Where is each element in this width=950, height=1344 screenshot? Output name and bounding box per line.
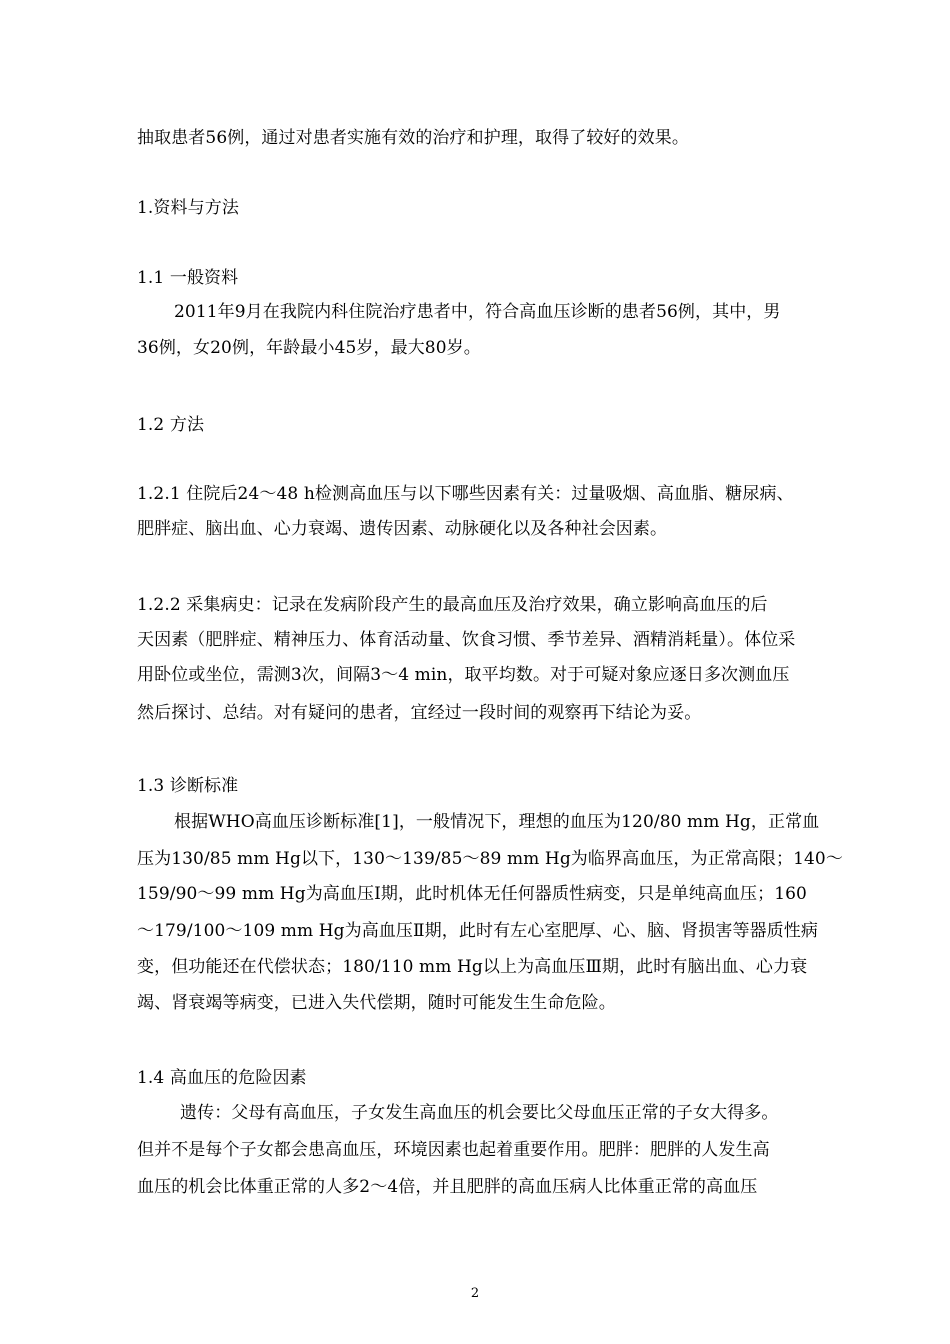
section-1-3-heading: 1.3 诊断标准 (137, 776, 239, 796)
section-1-4-heading: 1.4 高血压的危险因素 (137, 1068, 307, 1088)
section-1-2-2-line-1: 1.2.2 采集病史：记录在发病阶段产生的最高血压及治疗效果，确立影响高血压的后 (137, 595, 768, 615)
section-1-4-line-1: 遗传：父母有高血压，子女发生高血压的机会要比父母血压正常的子女大得多。 (180, 1103, 779, 1123)
section-1-1-paragraph-line-1: 2011年9月在我院内科住院治疗患者中，符合高血压诊断的患者56例，其中，男 (174, 302, 781, 322)
section-1-1-paragraph-line-2: 36例，女20例，年龄最小45岁，最大80岁。 (137, 338, 481, 358)
section-1-3-line-5: 变，但功能还在代偿状态；180/110 mm Hg以上为高血压Ⅲ期，此时有脑出血、心力衰 (137, 957, 808, 977)
section-1-3-line-4: ～179/100～109 mm Hg为高血压Ⅱ期，此时有左心室肥厚、心、脑、肾损害等器质性病 (137, 921, 818, 941)
section-1-3-line-2: 压为130/85 mm Hg以下，130～139/85～89 mm Hg为临界高血压，为正常高限；140～ (137, 849, 843, 869)
page-number: 2 (470, 1286, 480, 1301)
section-1-2-2-line-2: 天因素（肥胖症、精神压力、体育活动量、饮食习惯、季节差异、酒精消耗量）。体位采 (137, 630, 796, 650)
section-1-4-line-2: 但并不是每个子女都会患高血压，环境因素也起着重要作用。肥胖：肥胖的人发生高 (137, 1140, 770, 1160)
section-1-1-heading: 1.1 一般资料 (137, 268, 239, 288)
section-1-3-line-1: 根据WHO高血压诊断标准[1]，一般情况下，理想的血压为120/80 mm Hg，正常血 (174, 812, 820, 832)
section-1-2-1-line-2: 肥胖症、脑出血、心力衰竭、遗传因素、动脉硬化以及各种社会因素。 (137, 519, 668, 539)
section-1-2-2-line-4: 然后探讨、总结。对有疑问的患者，宜经过一段时间的观察再下结论为妥。 (137, 703, 702, 723)
section-1-2-1-line-1: 1.2.1 住院后24～48 h检测高血压与以下哪些因素有关：过量吸烟、高血脂、糖尿病、 (137, 484, 794, 504)
section-1-3-line-6: 竭、肾衰竭等病变，已进入失代偿期，随时可能发生生命危险。 (137, 993, 616, 1013)
section-1-2-heading: 1.2 方法 (137, 415, 205, 435)
section-1-3-line-3: 159/90～99 mm Hg为高血压Ⅰ期，此时机体无任何器质性病变，只是单纯高血压；160 (137, 884, 807, 904)
section-1-2-2-line-3: 用卧位或坐位，需测3次，间隔3～4 min，取平均数。对于可疑对象应逐日多次测血压 (137, 665, 790, 685)
intro-tail-text: 抽取患者56例，通过对患者实施有效的治疗和护理，取得了较好的效果。 (137, 128, 689, 148)
section-1-heading: 1.资料与方法 (137, 198, 239, 218)
section-1-4-line-3: 血压的机会比体重正常的人多2～4倍，并且肥胖的高血压病人比体重正常的高血压 (137, 1177, 758, 1197)
